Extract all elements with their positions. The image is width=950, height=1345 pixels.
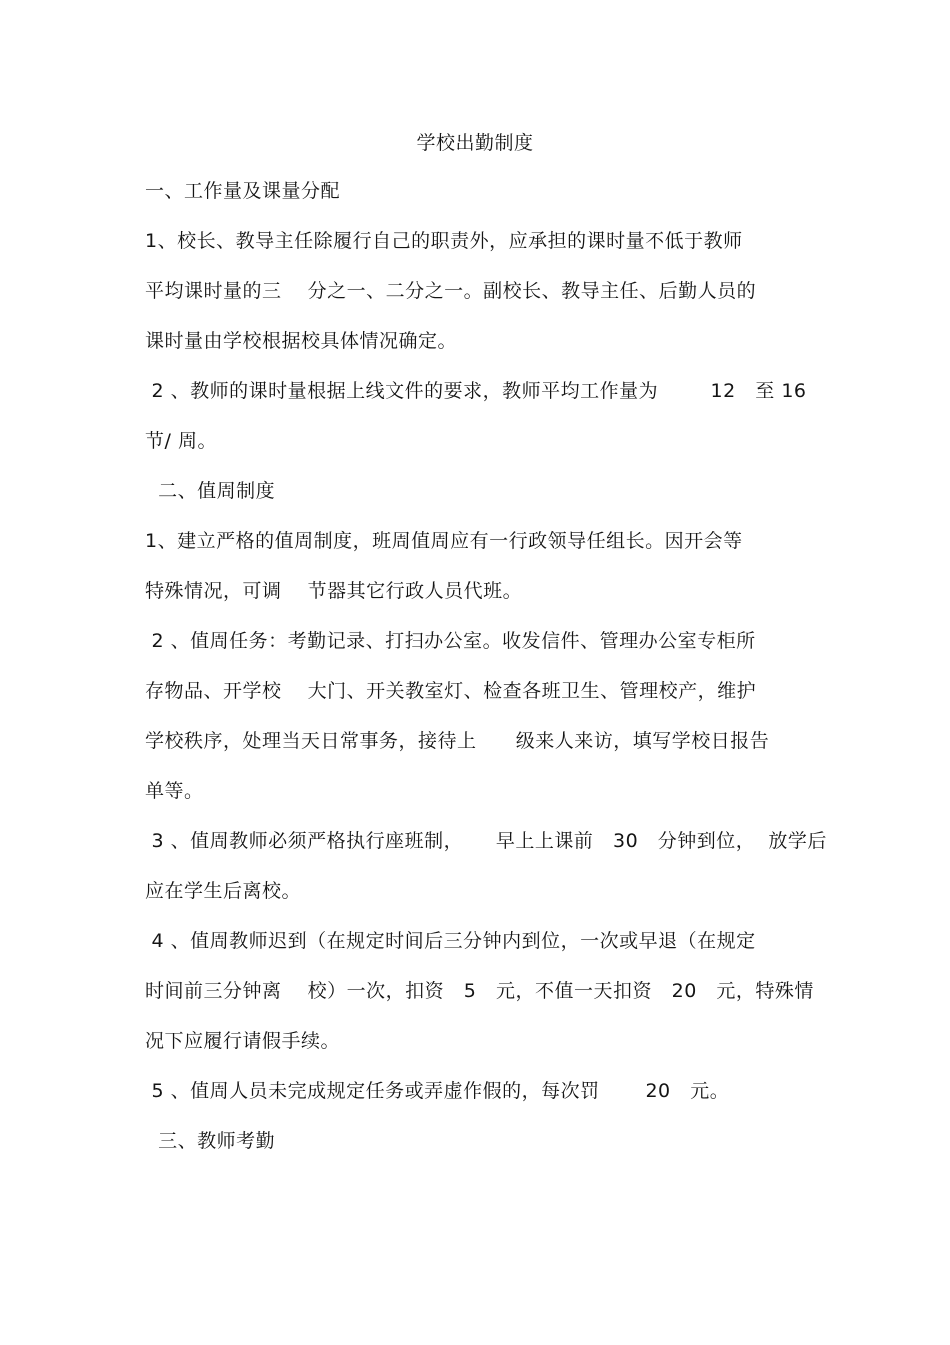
paragraph-line: 应在学生后离校。 (145, 880, 302, 902)
paragraph-line: 节/ 周。 (145, 430, 217, 452)
paragraph-line: 1、建立严格的值周制度，班周值周应有一行政领导任组长。因开会等 (145, 530, 743, 552)
paragraph-line: 2 、教师的课时量根据上线文件的要求，教师平均工作量为 12 至 16 (145, 380, 807, 402)
paragraph-line: 1、校长、教导主任除履行自己的职责外，应承担的课时量不低于教师 (145, 230, 743, 252)
paragraph-line: 时间前三分钟离 校）一次，扣资 5 元，不值一天扣资 20 元，特殊情 (145, 980, 814, 1002)
paragraph-line: 5 、值周人员未完成规定任务或弄虚作假的，每次罚 20 元。 (145, 1080, 730, 1102)
paragraph-line: 存物品、开学校 大门、开关教室灯、检查各班卫生、管理校产，维护 (145, 680, 757, 702)
paragraph-line: 3 、值周教师必须严格执行座班制， 早上上课前 30 分钟到位， 放学后 (145, 830, 827, 852)
paragraph-line: 平均课时量的三 分之一、二分之一。副校长、教导主任、后勤人员的 (145, 280, 757, 302)
paragraph-line: 特殊情况，可调 节器其它行政人员代班。 (145, 580, 523, 602)
paragraph-line: 2 、值周任务：考勤记录、打扫办公室。收发信件、管理办公室专柜所 (145, 630, 756, 652)
section-heading-duty: 二、值周制度 (145, 480, 276, 502)
section-heading-workload: 一、工作量及课量分配 (145, 180, 341, 202)
paragraph-line: 况下应履行请假手续。 (145, 1030, 341, 1052)
paragraph-line: 学校秩序，处理当天日常事务，接待上 级来人来访，填写学校日报告 (145, 730, 770, 752)
section-heading-attendance: 三、教师考勤 (145, 1130, 276, 1152)
paragraph-line: 单等。 (145, 780, 204, 802)
paragraph-line: 课时量由学校根据校具体情况确定。 (145, 330, 458, 352)
paragraph-line: 4 、值周教师迟到（在规定时间后三分钟内到位，一次或早退（在规定 (145, 930, 756, 952)
document-title: 学校出勤制度 (416, 132, 534, 154)
